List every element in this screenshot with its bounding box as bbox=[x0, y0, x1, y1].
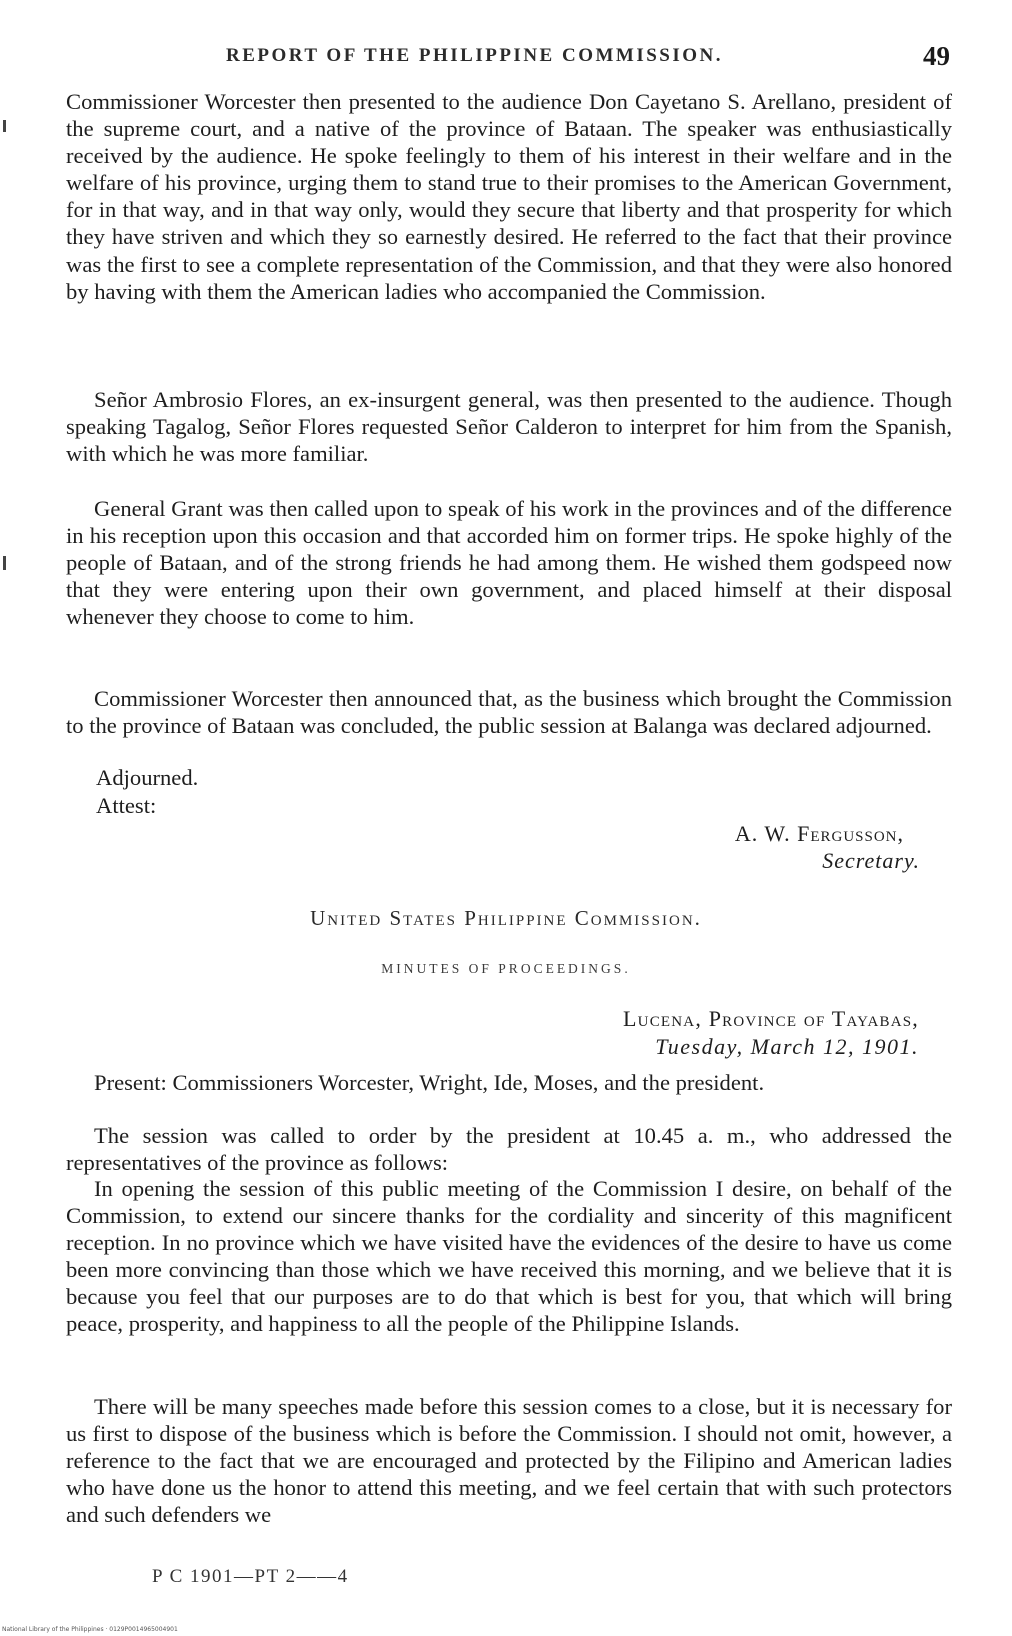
running-header bbox=[66, 43, 950, 73]
binding-mark bbox=[3, 556, 6, 570]
paragraph: Commissioner Worcester then announced that, as the business which brought the Commission to the province of Bataan was concluded, the public session at Balanga was declared adjourned. bbox=[66, 686, 952, 739]
binding-mark bbox=[3, 120, 6, 132]
page-number: 49 bbox=[923, 41, 950, 71]
date-line: Tuesday, March 12, 1901. bbox=[655, 1034, 919, 1059]
attest-line: Attest: bbox=[96, 793, 157, 818]
paragraph: General Grant was then called upon to speak of his work in the provinces and of the difference in his reception upon this occasion and that accorded him on former trips. He spoke highly of the people of Bataan, and of the strong friends he had among them. He wished them godspeed now that they were entering upon their own government, and placed himself at their disposal whenever they choose to come to him. bbox=[66, 496, 952, 630]
section-heading: United States Philippine Commission. bbox=[310, 906, 702, 930]
paragraph: In opening the session of this public meeting of the Commission I desire, on behalf of the Commission, to extend our sincere thanks for the cordiality and sincerity of this magnificent reception. In no province which we have visited have the evidences of the desire to have us come been more convincing than those which we have received this morning, and we believe that it is because you feel that our purposes are to do that which is best for you, that which will bring peace, prosperity, and happiness to all the people of the Philippine Islands. bbox=[66, 1176, 952, 1337]
section-subheading: MINUTES OF PROCEEDINGS. bbox=[381, 961, 631, 976]
paragraph: Señor Ambrosio Flores, an ex-insurgent general, was then presented to the audience. Though speaking Tagalog, Señor Flores requested Señor Calderon to interpret for him from the Spanish, with which he was more familiar. bbox=[66, 387, 952, 467]
printer-signature-mark: P C 1901—PT 2——4 bbox=[152, 1566, 349, 1587]
paragraph: The session was called to order by the president at 10.45 a. m., who addressed the representatives of the province as follows: bbox=[66, 1123, 952, 1176]
paragraph: Commissioner Worcester then presented to the audience Don Cayetano S. Arellano, president of the supreme court, and a native of the province of Bataan. The speaker was enthusiastically received by the audience. He spoke feelingly to them of his interest in their welfare and in the welfare of his province, urging them to stand true to their promises to the American Government, for in that way, and in that way only, would they secure that liberty and that prosperity for which they have striven and which they so earnestly desired. He referred to the fact that their province was the first to see a complete representation of the Commission, and that they were also honored by having with them the American ladies who accompanied the Commission. bbox=[66, 89, 952, 304]
scan-credit: National Library of the Philippines · 0129P0014965004901 bbox=[2, 1626, 178, 1633]
place-line: Lucena, Province of Tayabas, bbox=[623, 1006, 919, 1031]
running-title: REPORT OF THE PHILIPPINE COMMISSION. bbox=[226, 45, 724, 66]
adjourned-line: Adjourned. bbox=[96, 765, 199, 790]
paragraph: Present: Commissioners Worcester, Wright, Ide, Moses, and the president. bbox=[94, 1070, 765, 1095]
paragraph: There will be many speeches made before this session comes to a close, but it is necessary for us first to dispose of the business which is before the Commission. I should not omit, however, a reference to the fact that we are encouraged and protected by the Filipino and American ladies who have done us the honor to attend this meeting, and we feel certain that with such protectors and such defenders we bbox=[66, 1394, 952, 1528]
signer-title: Secretary. bbox=[822, 848, 920, 873]
signer-name: A. W. Fergusson, bbox=[734, 821, 904, 846]
